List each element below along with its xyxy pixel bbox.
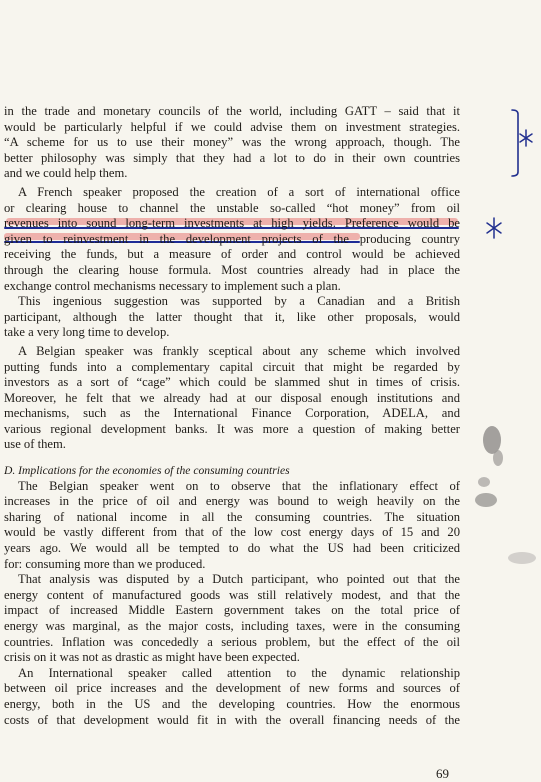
text-line: “A scheme for us to use their money” was the wrong approach, though. The: [4, 135, 460, 150]
text-line: costs of that development would fit in with the overall financing needs of the: [4, 712, 460, 727]
text-line: participant, although the latter thought that it, like other proposals, would: [4, 309, 460, 324]
text-line: and we could help them.: [4, 166, 128, 181]
text-line: various regional development banks. It was more a question of making better: [4, 421, 460, 436]
text-line: This ingenious suggestion was supported by a Canadian and a British: [18, 294, 460, 309]
text-line: receiving the funds, but a measure of order and control would be achieved: [4, 247, 460, 262]
text-line: would be vastly different from that of the low cost energy days of 15 and 20: [4, 525, 460, 540]
text-line: A Belgian speaker was frankly sceptical about any scheme which involved: [18, 343, 460, 358]
text-line: better philosophy was simply that they had a lot to do in their own countries: [4, 150, 460, 165]
text-line: crisis on it was not as drastic as might have been expected.: [4, 650, 300, 665]
text-line: energy, both in the US and the developing countries. How the enormous: [4, 696, 460, 711]
text-line: energy was marginal, as the major costs, including taxes, were in the consuming: [4, 619, 460, 633]
text-line: increases in the price of oil and energy was bound to weigh heavily on the: [4, 494, 460, 509]
text-line: putting funds into a complementary capital circuit that might be regarded by: [4, 359, 460, 374]
text-line: investors as a sort of “cage” which could be slammed shut in times of crisis.: [4, 375, 460, 390]
text-line: use of them.: [4, 437, 66, 452]
text-line: take a very long time to develop.: [4, 325, 170, 340]
text-line: exchange control mechanisms necessary to implement such a plan.: [4, 278, 341, 293]
text-line: sharing of national income in all the consuming countries. The situation: [4, 509, 460, 524]
text-line: for: consuming more than we produced.: [4, 556, 206, 571]
text-line: That analysis was disputed by a Dutch participant, who pointed out that the: [18, 572, 460, 587]
text-line: energy content of manufactured goods was still relatively modest, and that the: [4, 587, 460, 602]
text-line: Moreover, he felt that we already had at our disposal enough institutions and: [4, 390, 460, 405]
scan-smudge: [462, 410, 541, 630]
text-line: years ago. We would all be tempted to do what the US had been criticized: [4, 541, 460, 556]
text-line: impact of increased Middle Eastern government takes on the total price of: [4, 603, 460, 618]
asterisk-mark: [520, 130, 532, 146]
text-line: An International speaker called attention to the dynamic relationship: [18, 665, 460, 680]
bracket-mark: [512, 110, 518, 176]
page-number: 69: [436, 766, 449, 781]
text-line: mechanisms, such as the International Finance Corporation, ADELA, and: [4, 406, 460, 421]
body-text: [4, 104, 460, 728]
text-line: through the clearing house formula. Most countries already had in place the: [4, 262, 460, 277]
highlighted-text-line: or clearing house to channel the unstable so-called “hot money” from oil: [4, 200, 460, 215]
highlighted-text-line: revenues into sound long-term investments at high yields. Preference would be: [4, 216, 460, 231]
section-heading: D. Implications for the economies of the consuming countries: [4, 464, 290, 478]
text-line: The Belgian speaker went on to observe that the inflationary effect of: [18, 478, 460, 493]
text-line: would be particularly helpful if we could advise them on investment strategies.: [4, 119, 460, 134]
text-line: countries. Inflation was concededly a serious problem, but the effect of the oil: [4, 634, 460, 649]
text-line: given to reinvestment in the development projects of the producing country: [4, 231, 460, 246]
text-line: between oil price increases and the development of new forms and sources of: [4, 681, 460, 696]
text-line: in the trade and monetary councils of the world, including GATT – said that it: [4, 104, 460, 118]
text-line: A French speaker proposed the creation of a sort of international office: [18, 184, 460, 199]
margin-annotation-marks: [470, 100, 541, 260]
asterisk-mark: [487, 218, 501, 238]
